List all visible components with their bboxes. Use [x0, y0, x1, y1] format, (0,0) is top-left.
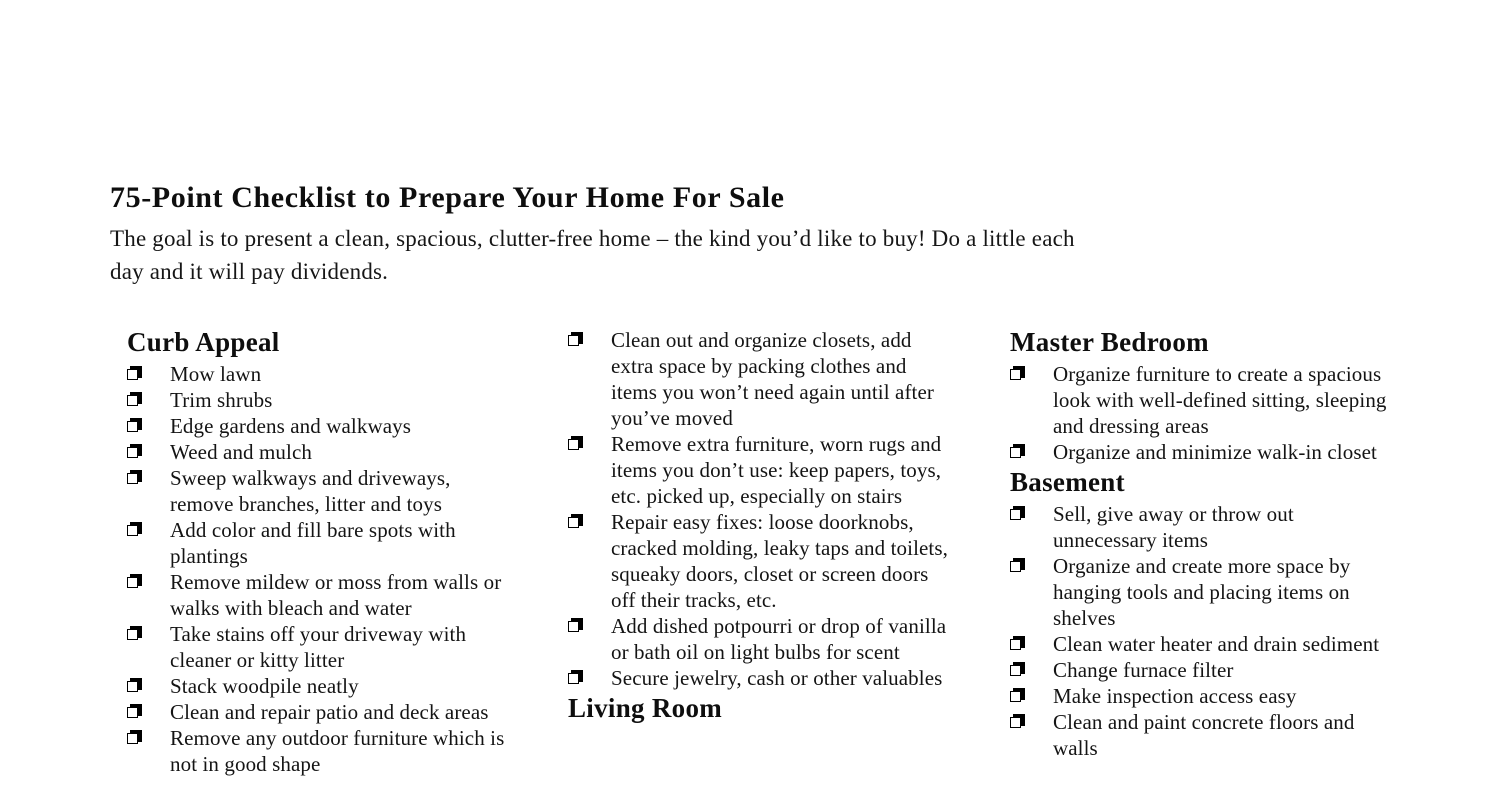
- checkbox-box: [127, 447, 138, 458]
- checkbox-icon: [1010, 688, 1025, 703]
- checklist-item-label: Remove any outdoor furniture which is not in good shape: [170, 726, 505, 776]
- checklist-item: [568, 509, 960, 613]
- checklist-item-label: Clean out and organize closets, add extra space by packing clothes and items you won’t need again until after you’ve moved: [611, 328, 934, 430]
- checklist-item-label: Organize and create more space by hanging tools and placing items on shelves: [1053, 554, 1351, 630]
- checklist-item: [127, 699, 522, 725]
- checklist-column-1: [127, 325, 522, 777]
- checkbox-box: [1010, 447, 1021, 458]
- checklist-item-label: Make inspection access easy: [1053, 684, 1297, 708]
- checkbox-box: [127, 577, 138, 588]
- checkbox-box: [127, 395, 138, 406]
- checkbox-icon: [127, 392, 142, 407]
- checkbox-box: [127, 421, 138, 432]
- checkbox-icon: [1010, 662, 1025, 677]
- checklist-item-label: Organize furniture to create a spacious look with well-defined sitting, sleeping and dressing areas: [1053, 362, 1387, 438]
- checklist-item: [127, 387, 522, 413]
- checklist-item: [127, 517, 522, 569]
- page-subtitle: [110, 222, 1410, 288]
- checklist-item-label: Remove extra furniture, worn rugs and items you don’t use: keep papers, toys, etc. picked up, especially on stairs: [611, 432, 942, 508]
- checkbox-box: [1010, 369, 1021, 380]
- checkbox-box: [568, 439, 579, 450]
- checkbox-icon: [127, 574, 142, 589]
- checklist-item-label: Change furnace filter: [1053, 658, 1234, 682]
- checklist-item: [127, 465, 522, 517]
- checkbox-icon: [127, 366, 142, 381]
- checklist-item: [568, 431, 960, 509]
- checkbox-icon: [127, 626, 142, 641]
- checkbox-box: [127, 473, 138, 484]
- checklist-item: [127, 413, 522, 439]
- checklist-item: [127, 361, 522, 387]
- checklist-item: [1010, 439, 1398, 465]
- checklist-item-label: Sell, give away or throw out unnecessary items: [1053, 502, 1294, 552]
- checklist-item-label: Take stains off your driveway with cleaner or kitty litter: [170, 622, 467, 672]
- checkbox-icon: [127, 444, 142, 459]
- checkbox-icon: [127, 678, 142, 693]
- checkbox-box: [1010, 639, 1021, 650]
- checklist-item-label: Edge gardens and walkways: [170, 414, 412, 438]
- checklist-item: [127, 569, 522, 621]
- checkbox-box: [1010, 561, 1021, 572]
- checkbox-box: [127, 369, 138, 380]
- checkbox-icon: [568, 436, 583, 451]
- checkbox-icon: [1010, 506, 1025, 521]
- checklist-item: [1010, 709, 1398, 761]
- checkbox-box: [568, 673, 579, 684]
- checkbox-icon: [127, 704, 142, 719]
- section-heading: Master Bedroom: [1010, 327, 1209, 357]
- checklist-item-label: Add dished potpourri or drop of vanilla or bath oil on light bulbs for scent: [611, 614, 947, 664]
- section-heading: Basement: [1010, 467, 1125, 497]
- checklist-item-label: Trim shrubs: [170, 388, 273, 412]
- checklist-item-label: Clean and repair patio and deck areas: [170, 700, 489, 724]
- checkbox-icon: [568, 618, 583, 633]
- checklist-item-label: Remove mildew or moss from walls or walks with bleach and water: [170, 570, 502, 620]
- checklist-item-label: Weed and mulch: [170, 440, 312, 464]
- checkbox-icon: [1010, 714, 1025, 729]
- page-subtitle-line-2: day and it will pay dividends.: [110, 259, 389, 284]
- checklist-column-3: [1010, 325, 1398, 761]
- checkbox-box: [568, 621, 579, 632]
- section-heading: Curb Appeal: [127, 327, 280, 357]
- checkbox-icon: [568, 332, 583, 347]
- checkbox-box: [127, 681, 138, 692]
- checkbox-icon: [127, 418, 142, 433]
- checkbox-box: [127, 733, 138, 744]
- checkbox-icon: [568, 670, 583, 685]
- checklist-item: [1010, 683, 1398, 709]
- checkbox-box: [568, 517, 579, 528]
- checklist-item-label: Organize and minimize walk-in closet: [1053, 440, 1377, 464]
- section-heading: Living Room: [568, 693, 723, 723]
- checkbox-icon: [1010, 366, 1025, 381]
- checkbox-box: [127, 525, 138, 536]
- checklist-item: [1010, 553, 1398, 631]
- checklist-item: [1010, 501, 1398, 553]
- checkbox-icon: [1010, 558, 1025, 573]
- checkbox-box: [568, 335, 579, 346]
- checklist-item: [568, 613, 960, 665]
- checkbox-icon: [127, 730, 142, 745]
- document-header: [110, 180, 1410, 288]
- checkbox-box: [127, 629, 138, 640]
- checkbox-box: [1010, 717, 1021, 728]
- checklist-item-label: Sweep walkways and driveways, remove branches, litter and toys: [170, 466, 451, 516]
- checkbox-box: [1010, 665, 1021, 676]
- checklist-item: [1010, 657, 1398, 683]
- checklist-item: [568, 665, 960, 691]
- checklist-item: [568, 327, 960, 431]
- checklist-item: [127, 439, 522, 465]
- checkbox-icon: [127, 522, 142, 537]
- checklist-item-label: Add color and fill bare spots with plantings: [170, 518, 456, 568]
- checkbox-box: [1010, 691, 1021, 702]
- checkbox-box: [127, 707, 138, 718]
- checklist-item: [1010, 361, 1398, 439]
- page-title: 75-Point Checklist to Prepare Your Home For Sale: [110, 181, 785, 214]
- checkbox-icon: [1010, 444, 1025, 459]
- checklist-item-label: Stack woodpile neatly: [170, 674, 359, 698]
- checkbox-box: [1010, 509, 1021, 520]
- page-subtitle-line-1: The goal is to present a clean, spacious, clutter-free home – the kind you’d like to buy! Do a little each: [110, 226, 1075, 251]
- checklist-item-label: Secure jewelry, cash or other valuables: [611, 666, 943, 690]
- checklist-item: [127, 621, 522, 673]
- checklist-item-label: Mow lawn: [170, 362, 262, 386]
- checkbox-icon: [127, 470, 142, 485]
- checkbox-icon: [1010, 636, 1025, 651]
- checklist-item: [1010, 631, 1398, 657]
- checklist-item: [127, 673, 522, 699]
- checklist-column-2: [568, 327, 960, 727]
- checklist-item-label: Clean and paint concrete floors and walls: [1053, 710, 1355, 760]
- checklist-item-label: Repair easy fixes: loose doorknobs, cracked molding, leaky taps and toilets, squeaky doors, closet or screen doors off their tracks, etc.: [611, 510, 948, 612]
- checkbox-icon: [568, 514, 583, 529]
- checklist-item: [127, 725, 522, 777]
- checklist-item-label: Clean water heater and drain sediment: [1053, 632, 1380, 656]
